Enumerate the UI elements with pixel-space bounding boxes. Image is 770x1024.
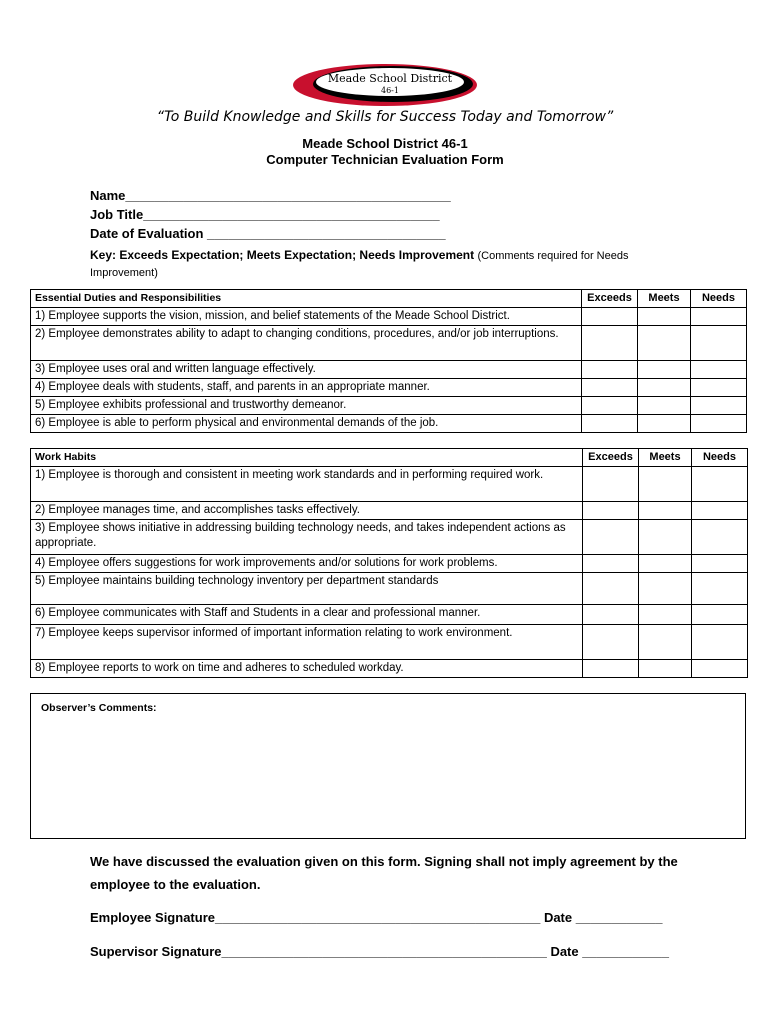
rating-cell-needs[interactable] <box>692 467 748 502</box>
observer-comments-label: Observer’s Comments: <box>41 702 157 714</box>
date-of-evaluation-field[interactable]: Date of Evaluation _________________________________ <box>90 226 446 241</box>
rating-cell-meets[interactable] <box>639 502 692 520</box>
header-meets: Meets <box>638 290 691 308</box>
duty-item: 6) Employee is able to perform physical and environmental demands of the job. <box>31 415 582 433</box>
rating-cell-needs[interactable] <box>692 625 748 660</box>
habit-item: 5) Employee maintains building technology inventory per department standards <box>31 573 583 605</box>
rating-cell-needs[interactable] <box>691 361 747 379</box>
header-exceeds: Exceeds <box>582 290 638 308</box>
motto: “To Build Knowledge and Skills for Success Today and Tomorrow” <box>156 109 614 125</box>
job-title-field[interactable]: Job Title_________________________________________ <box>90 207 440 222</box>
header-meets: Meets <box>639 449 692 467</box>
rating-cell-exceeds[interactable] <box>582 397 638 415</box>
habit-item: 4) Employee offers suggestions for work improvements and/or solutions for work problems. <box>31 555 583 573</box>
rating-cell-meets[interactable] <box>639 520 692 555</box>
rating-cell-meets[interactable] <box>639 605 692 625</box>
rating-cell-meets[interactable] <box>638 397 691 415</box>
duties-heading: Essential Duties and Responsibilities <box>31 290 582 308</box>
rating-cell-meets[interactable] <box>639 625 692 660</box>
rating-cell-needs[interactable] <box>691 326 747 361</box>
duty-item: 2) Employee demonstrates ability to adapt to changing conditions, procedures, and/or job interruptions. <box>31 326 582 361</box>
rating-cell-needs[interactable] <box>692 660 748 678</box>
rating-cell-exceeds[interactable] <box>582 379 638 397</box>
rating-cell-exceeds[interactable] <box>583 502 639 520</box>
rating-cell-needs[interactable] <box>692 502 748 520</box>
employee-signature-line[interactable]: Employee Signature_____________________________________________ Date ____________ <box>90 910 663 925</box>
duty-item: 4) Employee deals with students, staff, and parents in an appropriate manner. <box>31 379 582 397</box>
rating-cell-exceeds[interactable] <box>582 308 638 326</box>
work-habits-heading: Work Habits <box>31 449 583 467</box>
supervisor-signature-line[interactable]: Supervisor Signature_____________________________________________ Date ____________ <box>90 944 669 959</box>
habit-item: 6) Employee communicates with Staff and Students in a clear and professional manner. <box>31 605 583 625</box>
habit-item: 8) Employee reports to work on time and adheres to scheduled workday. <box>31 660 583 678</box>
logo-line1: Meade School District <box>327 72 453 85</box>
duties-table <box>30 289 747 433</box>
duty-item: 1) Employee supports the vision, mission, and belief statements of the Meade School District. <box>31 308 582 326</box>
rating-cell-meets[interactable] <box>638 379 691 397</box>
header-needs: Needs <box>691 290 747 308</box>
rating-cell-meets[interactable] <box>639 467 692 502</box>
rating-cell-needs[interactable] <box>692 573 748 605</box>
rating-cell-exceeds[interactable] <box>582 415 638 433</box>
name-field[interactable]: Name_____________________________________________ <box>90 188 451 203</box>
form-title: Computer Technician Evaluation Form <box>266 152 504 167</box>
rating-cell-exceeds[interactable] <box>583 520 639 555</box>
rating-cell-exceeds[interactable] <box>583 660 639 678</box>
rating-cell-exceeds[interactable] <box>582 361 638 379</box>
logo-line2: 46-1 <box>381 86 399 95</box>
district-title: Meade School District 46-1 <box>302 136 468 151</box>
habit-item: 3) Employee shows initiative in addressing building technology needs, and takes independent actions as appropriate. <box>31 520 583 555</box>
rating-cell-exceeds[interactable] <box>583 625 639 660</box>
rating-cell-meets[interactable] <box>638 361 691 379</box>
rating-cell-meets[interactable] <box>638 326 691 361</box>
rating-cell-needs[interactable] <box>692 520 748 555</box>
duty-item: 5) Employee exhibits professional and trustworthy demeanor. <box>31 397 582 415</box>
rating-cell-needs[interactable] <box>691 308 747 326</box>
rating-cell-exceeds[interactable] <box>583 605 639 625</box>
agreement-statement: We have discussed the evaluation given on this form. Signing shall not imply agreement by the employee to the evaluation. <box>90 854 678 892</box>
district-logo <box>290 62 480 108</box>
key-note: (Comments required for Needs Improvement) <box>90 250 629 279</box>
header-needs: Needs <box>692 449 748 467</box>
rating-cell-exceeds[interactable] <box>583 573 639 605</box>
rating-key <box>90 247 690 281</box>
habit-item: 7) Employee keeps supervisor informed of important information relating to work environment. <box>31 625 583 660</box>
rating-cell-meets[interactable] <box>639 555 692 573</box>
rating-cell-meets[interactable] <box>638 308 691 326</box>
observer-comments-box[interactable] <box>30 693 746 839</box>
rating-cell-meets[interactable] <box>639 660 692 678</box>
rating-cell-meets[interactable] <box>638 415 691 433</box>
habit-item: 2) Employee manages time, and accomplishes tasks effectively. <box>31 502 583 520</box>
header-exceeds: Exceeds <box>583 449 639 467</box>
key-label: Key: Exceeds Expectation; Meets Expectation; Needs Improvement <box>90 248 475 262</box>
rating-cell-exceeds[interactable] <box>582 326 638 361</box>
rating-cell-needs[interactable] <box>692 555 748 573</box>
rating-cell-needs[interactable] <box>691 397 747 415</box>
habit-item: 1) Employee is thorough and consistent in meeting work standards and in performing required work. <box>31 467 583 502</box>
work-habits-table <box>30 448 748 678</box>
rating-cell-needs[interactable] <box>692 605 748 625</box>
rating-cell-meets[interactable] <box>639 573 692 605</box>
rating-cell-needs[interactable] <box>691 379 747 397</box>
rating-cell-exceeds[interactable] <box>583 467 639 502</box>
duty-item: 3) Employee uses oral and written language effectively. <box>31 361 582 379</box>
rating-cell-needs[interactable] <box>691 415 747 433</box>
rating-cell-exceeds[interactable] <box>583 555 639 573</box>
